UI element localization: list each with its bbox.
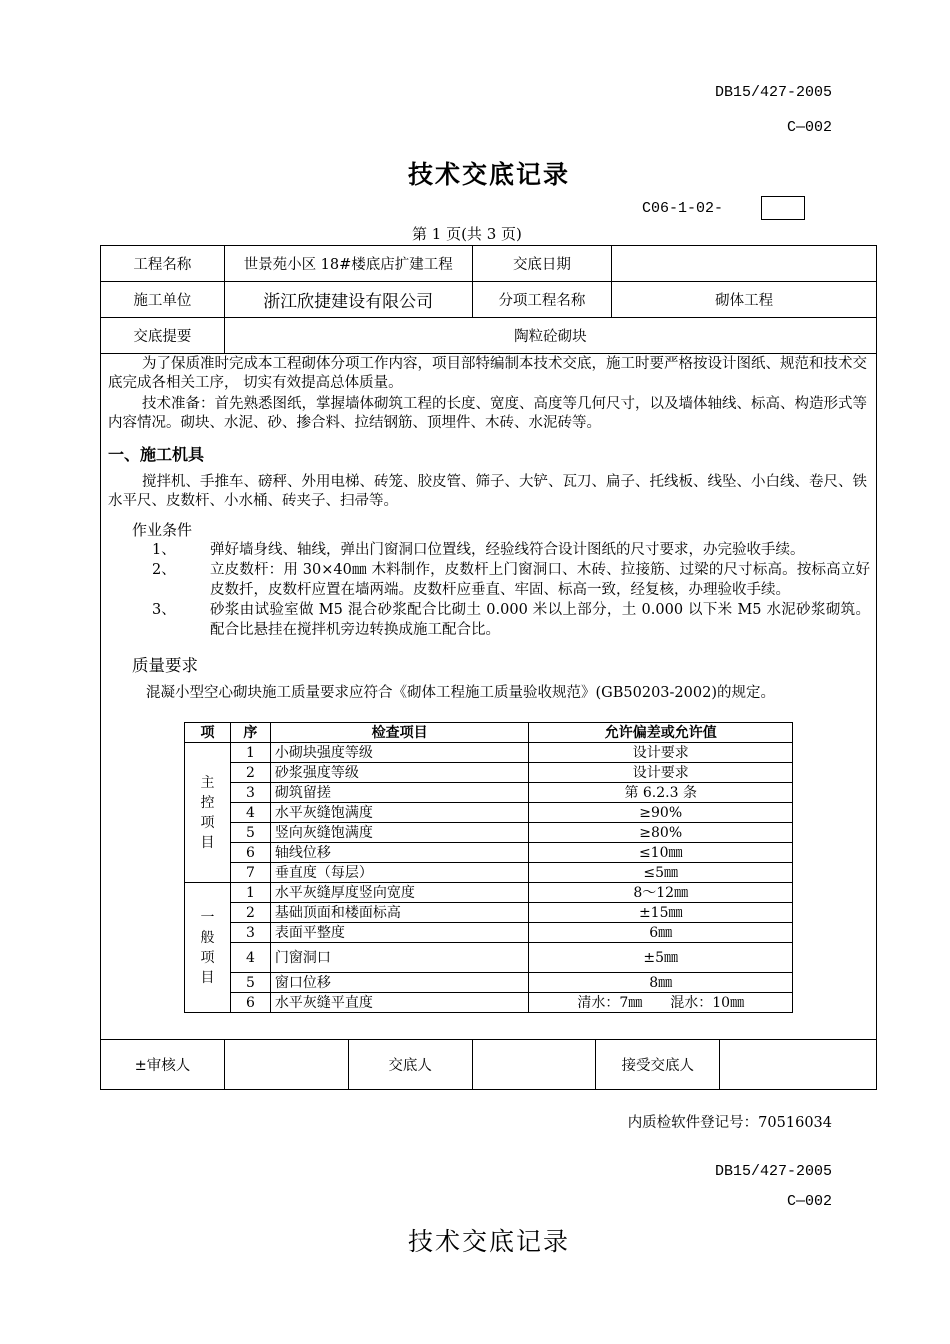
date-value[interactable] xyxy=(612,246,877,282)
project-name-value: 世景苑小区 18#楼底店扩建工程 xyxy=(224,246,472,282)
table-row: 主控项目 1 小砌块强度等级 设计要求 xyxy=(185,743,793,763)
section-tools-title: 一、施工机具 xyxy=(108,445,205,464)
page2-form-code: C—002 xyxy=(786,1193,832,1210)
table-row: 2 基础顶面和楼面标高 ±15㎜ xyxy=(185,903,793,923)
table-row: 4 门窗洞口 ±5㎜ xyxy=(185,943,793,973)
table-row: 3 表面平整度 6㎜ xyxy=(185,923,793,943)
page2-title: 技术交底记录 xyxy=(407,1227,570,1256)
main-group-label: 主控项目 xyxy=(185,743,231,883)
doc-standard-code: DB15/427-2005 xyxy=(714,84,832,101)
record-number: C06-1-02- xyxy=(642,200,724,217)
table-row: 6 轴线位移 ≤10㎜ xyxy=(185,843,793,863)
record-number-box[interactable] xyxy=(761,196,805,220)
intro-paragraph: 为了保质准时完成本工程砌体分项工作内容，项目部特编制本技术交底，施工时要严格按设计图纸、规范和技术交底完成各相关工序， 切实有效提高总体质量。 xyxy=(108,356,867,391)
table-row: 2 砂浆强度等级 设计要求 xyxy=(185,763,793,783)
reviewer-label: ±审核人 xyxy=(101,1040,225,1090)
page-title: 技术交底记录 xyxy=(407,160,570,189)
tools-paragraph: 搅拌机、手推车、磅秤、外用电梯、砖笼、胶皮管、筛子、大铲、瓦刀、扁子、托线板、线坠、小白线、卷尺、铁水平尺、皮数杆、小水桶、砖夹子、扫帚等。 xyxy=(108,474,867,509)
list-item: 3、 砂浆由试验室做 M5 混合砂浆配合比砌土 0.000 米以上部分，土 0.000 以下米 M5 水泥砂浆砌筑。配合比悬挂在搅拌机旁边转换成施工配合比。 xyxy=(152,602,870,638)
table-row: 3 砌筑留搓 第 6.2.3 条 xyxy=(185,783,793,803)
table-row: 5 窗口位移 8㎜ xyxy=(185,973,793,993)
reviewer-signature[interactable] xyxy=(224,1040,348,1090)
page-info: 第 1 页(共 3 页) xyxy=(412,225,522,243)
col-header-item: 检查项目 xyxy=(270,723,529,743)
receiver-signature[interactable] xyxy=(720,1040,877,1090)
quality-title: 质量要求 xyxy=(132,656,198,675)
table-row: 4 水平灰缝饱满度 ≥90% xyxy=(185,803,793,823)
table-row: 6 水平灰缝平直度 清水：7㎜ 混水：10㎜ xyxy=(185,993,793,1013)
work-conditions-title: 作业条件 xyxy=(132,521,193,539)
presenter-label: 交底人 xyxy=(348,1040,472,1090)
builder-value: 浙江欣捷建设有限公司 xyxy=(224,282,472,318)
list-item: 2、 立皮数杆：用 30×40㎜ 木料制作，皮数杆上门窗洞口、木砖、拉接筋、过梁的尺寸标高。按标高立好皮数扦，皮数杆应置在墙两端。皮数杆应垂直、牢固、标高一致，经复核，办理验收手续。 xyxy=(152,562,870,598)
table-row: 一般项目 1 水平灰缝厚度竖向宽度 8～12㎜ xyxy=(185,883,793,903)
col-header-no: 序 xyxy=(230,723,270,743)
summary-value: 陶粒砼砌块 xyxy=(224,318,876,354)
builder-label: 施工单位 xyxy=(101,282,225,318)
subitem-value: 砌体工程 xyxy=(612,282,877,318)
quality-table xyxy=(184,722,793,1013)
subitem-label: 分项工程名称 xyxy=(472,282,612,318)
col-header-group: 项 xyxy=(185,723,231,743)
software-registration: 内质检软件登记号：70516034 xyxy=(627,1115,832,1131)
conditions-list xyxy=(108,540,870,640)
form-code: C—002 xyxy=(786,119,832,136)
signature-table xyxy=(100,1039,877,1090)
quality-intro: 混凝小型空心砌块施工质量要求应符合《砌体工程施工质量验收规范》(GB50203-2002)的规定。 xyxy=(146,685,775,701)
prep-paragraph: 技术准备：首先熟悉图纸，掌握墙体砌筑工程的长度、宽度、高度等几何尺寸，以及墙体轴线、标高、构造形式等内容情况。砌块、水泥、砂、掺合料、拉结钢筋、顶埋件、木砖、水泥砖等。 xyxy=(108,396,867,431)
receiver-label: 接受交底人 xyxy=(596,1040,720,1090)
general-group-label: 一般项目 xyxy=(185,883,231,1013)
content-area xyxy=(108,355,870,703)
date-label: 交底日期 xyxy=(472,246,612,282)
col-header-value: 允许偏差或允许值 xyxy=(529,723,793,743)
table-row: 5 竖向灰缝饱满度 ≥80% xyxy=(185,823,793,843)
summary-label: 交底提要 xyxy=(101,318,225,354)
page2-doc-code: DB15/427-2005 xyxy=(714,1163,832,1180)
presenter-signature[interactable] xyxy=(472,1040,596,1090)
list-item: 1、 弹好墙身线、轴线，弹出门窗洞口位置线，经验线符合设计图纸的尺寸要求，办完验收手续。 xyxy=(152,542,805,558)
table-row: 7 垂直度（每层） ≤5㎜ xyxy=(185,863,793,883)
header-table xyxy=(100,245,877,354)
project-name-label: 工程名称 xyxy=(101,246,225,282)
